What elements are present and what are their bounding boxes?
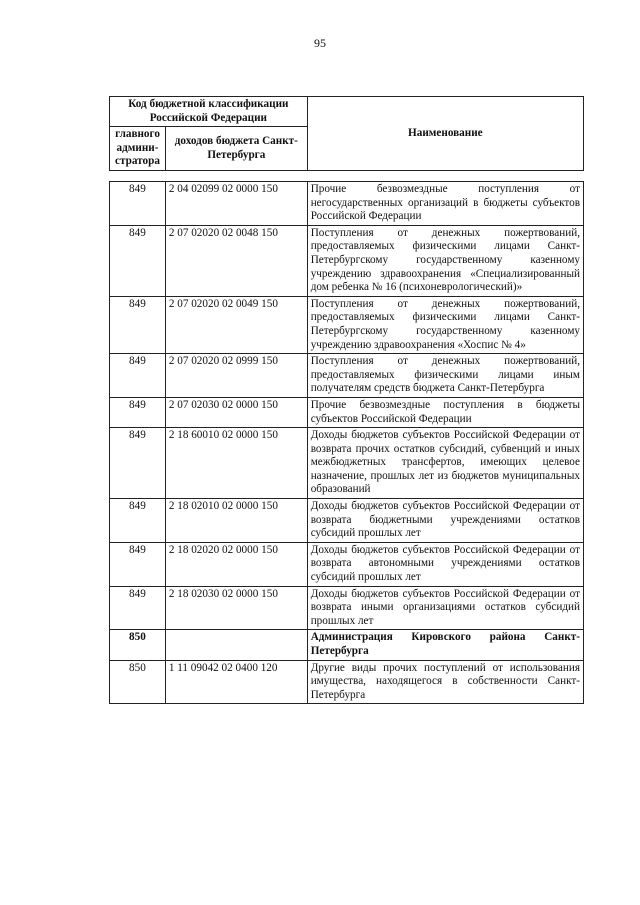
name-cell: Доходы бюджетов субъектов Российской Федерации от возврата иными организациями остатков субсидий прошлых лет	[307, 586, 583, 630]
table-row	[110, 428, 584, 499]
table-row	[110, 586, 584, 630]
page-number: 95	[314, 36, 326, 50]
header-admin: главного админи-стратора	[110, 127, 166, 171]
code-cell: 2 07 02020 02 0999 150	[165, 354, 307, 398]
admin-cell: 849	[110, 542, 166, 586]
header-table	[109, 96, 584, 171]
admin-cell: 849	[110, 354, 166, 398]
code-cell: 2 18 02010 02 0000 150	[165, 499, 307, 543]
table-row	[110, 397, 584, 427]
name-cell: Администрация Кировского района Санкт-Петербурга	[307, 630, 583, 660]
name-cell: Другие виды прочих поступлений от использования имущества, находящегося в собственности Санкт-Петербурга	[307, 660, 583, 704]
admin-cell: 849	[110, 397, 166, 427]
code-cell: 2 07 02020 02 0049 150	[165, 296, 307, 353]
table-row	[110, 296, 584, 353]
code-cell: 1 11 09042 02 0400 120	[165, 660, 307, 704]
admin-cell: 849	[110, 428, 166, 499]
admin-cell: 849	[110, 225, 166, 296]
admin-cell: 849	[110, 182, 166, 226]
code-cell: 2 18 02020 02 0000 150	[165, 542, 307, 586]
table-row	[110, 354, 584, 398]
header-name: Наименование	[307, 97, 583, 171]
table-row	[110, 630, 584, 660]
code-cell: 2 18 02030 02 0000 150	[165, 586, 307, 630]
name-cell: Поступления от денежных пожертвований, предоставляемых физическими лицами Санкт-Петербургскому государственному казенному учреждению здравоохранения «Специализированный дом ребенка № 16 (психоневрологический)»	[307, 225, 583, 296]
code-cell: 2 07 02020 02 0048 150	[165, 225, 307, 296]
table-row	[110, 182, 584, 226]
code-cell: 2 04 02099 02 0000 150	[165, 182, 307, 226]
admin-cell: 849	[110, 586, 166, 630]
header-code: доходов бюджета Санкт-Петербурга	[165, 127, 307, 171]
code-cell: 2 18 60010 02 0000 150	[165, 428, 307, 499]
table-row	[110, 499, 584, 543]
table-row	[110, 660, 584, 704]
classification-table	[109, 181, 584, 704]
header-group: Код бюджетной классификации Российской Федерации	[110, 97, 308, 127]
name-cell: Прочие безвозмездные поступления в бюджеты субъектов Российской Федерации	[307, 397, 583, 427]
admin-cell: 849	[110, 499, 166, 543]
name-cell: Поступления от денежных пожертвований, предоставляемых физическими лицами Санкт-Петербургскому государственному казенному учреждению здравоохранения «Хоспис № 4»	[307, 296, 583, 353]
code-cell	[165, 630, 307, 660]
name-cell: Прочие безвозмездные поступления от негосударственных организаций в бюджеты субъектов Российской Федерации	[307, 182, 583, 226]
name-cell: Поступления от денежных пожертвований, предоставляемых физическими лицами иным получателям средств бюджета Санкт-Петербурга	[307, 354, 583, 398]
admin-cell: 850	[110, 630, 166, 660]
name-cell: Доходы бюджетов субъектов Российской Федерации от возврата прочих остатков субсидий, субвенций и иных межбюджетных трансфертов, имеющих целевое назначение, прошлых лет из бюджетов муниципальных образований	[307, 428, 583, 499]
admin-cell: 849	[110, 296, 166, 353]
name-cell: Доходы бюджетов субъектов Российской Федерации от возврата бюджетными учреждениями остатков субсидий прошлых лет	[307, 499, 583, 543]
admin-cell: 850	[110, 660, 166, 704]
code-cell: 2 07 02030 02 0000 150	[165, 397, 307, 427]
table-row	[110, 225, 584, 296]
name-cell: Доходы бюджетов субъектов Российской Федерации от возврата автономными учреждениями остатков субсидий прошлых лет	[307, 542, 583, 586]
table-row	[110, 542, 584, 586]
